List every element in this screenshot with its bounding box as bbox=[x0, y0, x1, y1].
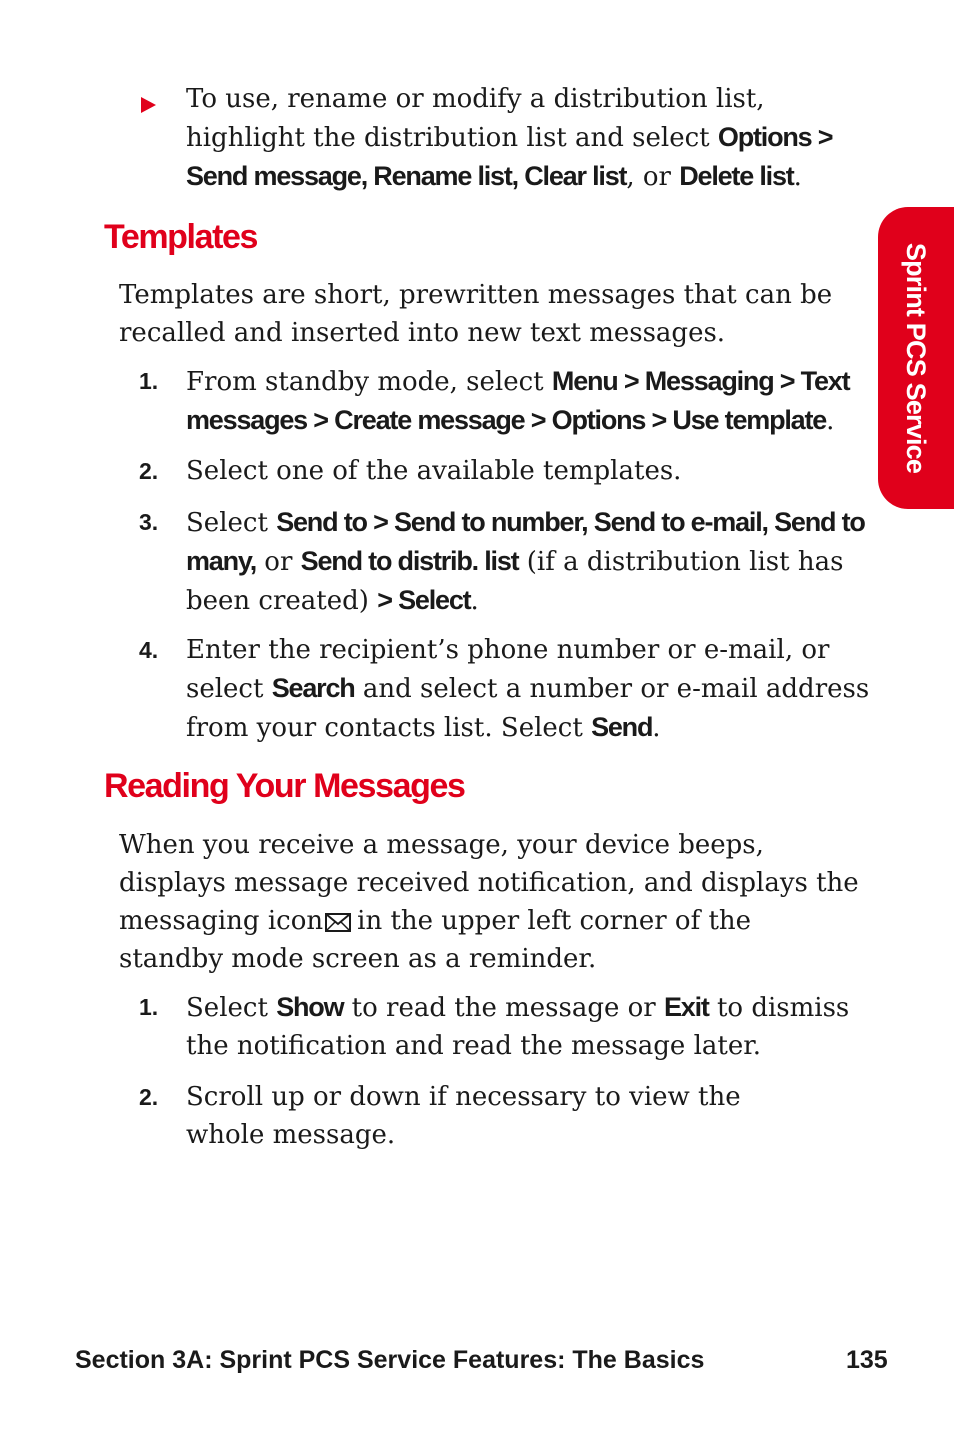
reading-step-2: Scroll up or down if necessary to view the whole message. bbox=[186, 1082, 741, 1150]
section-tab-label: Sprint PCS Service bbox=[901, 242, 931, 474]
reading-paragraph: When you receive a message, your device beeps, displays message received notification, and displays the messaging icon in the upper left corner of the standby mode screen as a reminder. bbox=[119, 830, 859, 974]
reading-messages-heading: Reading Your Messages bbox=[104, 767, 465, 805]
step-number: 1. bbox=[139, 994, 159, 1020]
step-number: 4. bbox=[139, 637, 159, 663]
templates-step-1: From standby mode, select Menu > Messaging > Text messages > Create message > Options > Use template. bbox=[186, 366, 850, 436]
envelope-icon bbox=[325, 913, 351, 932]
templates-heading: Templates bbox=[104, 218, 258, 256]
templates-step-3: Select Send to > Send to number, Send to e-mail, Send to many, or Send to distrib. list (if a distribution list has been created) > Select. bbox=[186, 507, 865, 616]
step-number: 3. bbox=[139, 509, 159, 535]
templates-paragraph: Templates are short, prewritten messages that can be recalled and inserted into new text messages. bbox=[119, 280, 833, 348]
templates-step-4: Enter the recipient’s phone number or e-mail, or select Search and select a number or e-mail address from your contacts list. Select Send. bbox=[186, 635, 870, 743]
page-number: 135 bbox=[846, 1346, 888, 1374]
step-number: 1. bbox=[139, 368, 159, 394]
step-number: 2. bbox=[139, 458, 159, 484]
arrow-bullet-icon bbox=[141, 97, 156, 113]
step-number: 2. bbox=[139, 1084, 159, 1110]
templates-step-2: Select one of the available templates. bbox=[186, 456, 682, 486]
intro-bullet-text: To use, rename or modify a distribution list, highlight the distribution list and select Options > Send message, Rename list, Clear list, or Delete list. bbox=[186, 84, 833, 192]
reading-step-1: Select Show to read the message or Exit to dismiss the notification and read the message later. bbox=[186, 992, 850, 1061]
footer-section-title: Section 3A: Sprint PCS Service Features: The Basics bbox=[75, 1346, 705, 1374]
